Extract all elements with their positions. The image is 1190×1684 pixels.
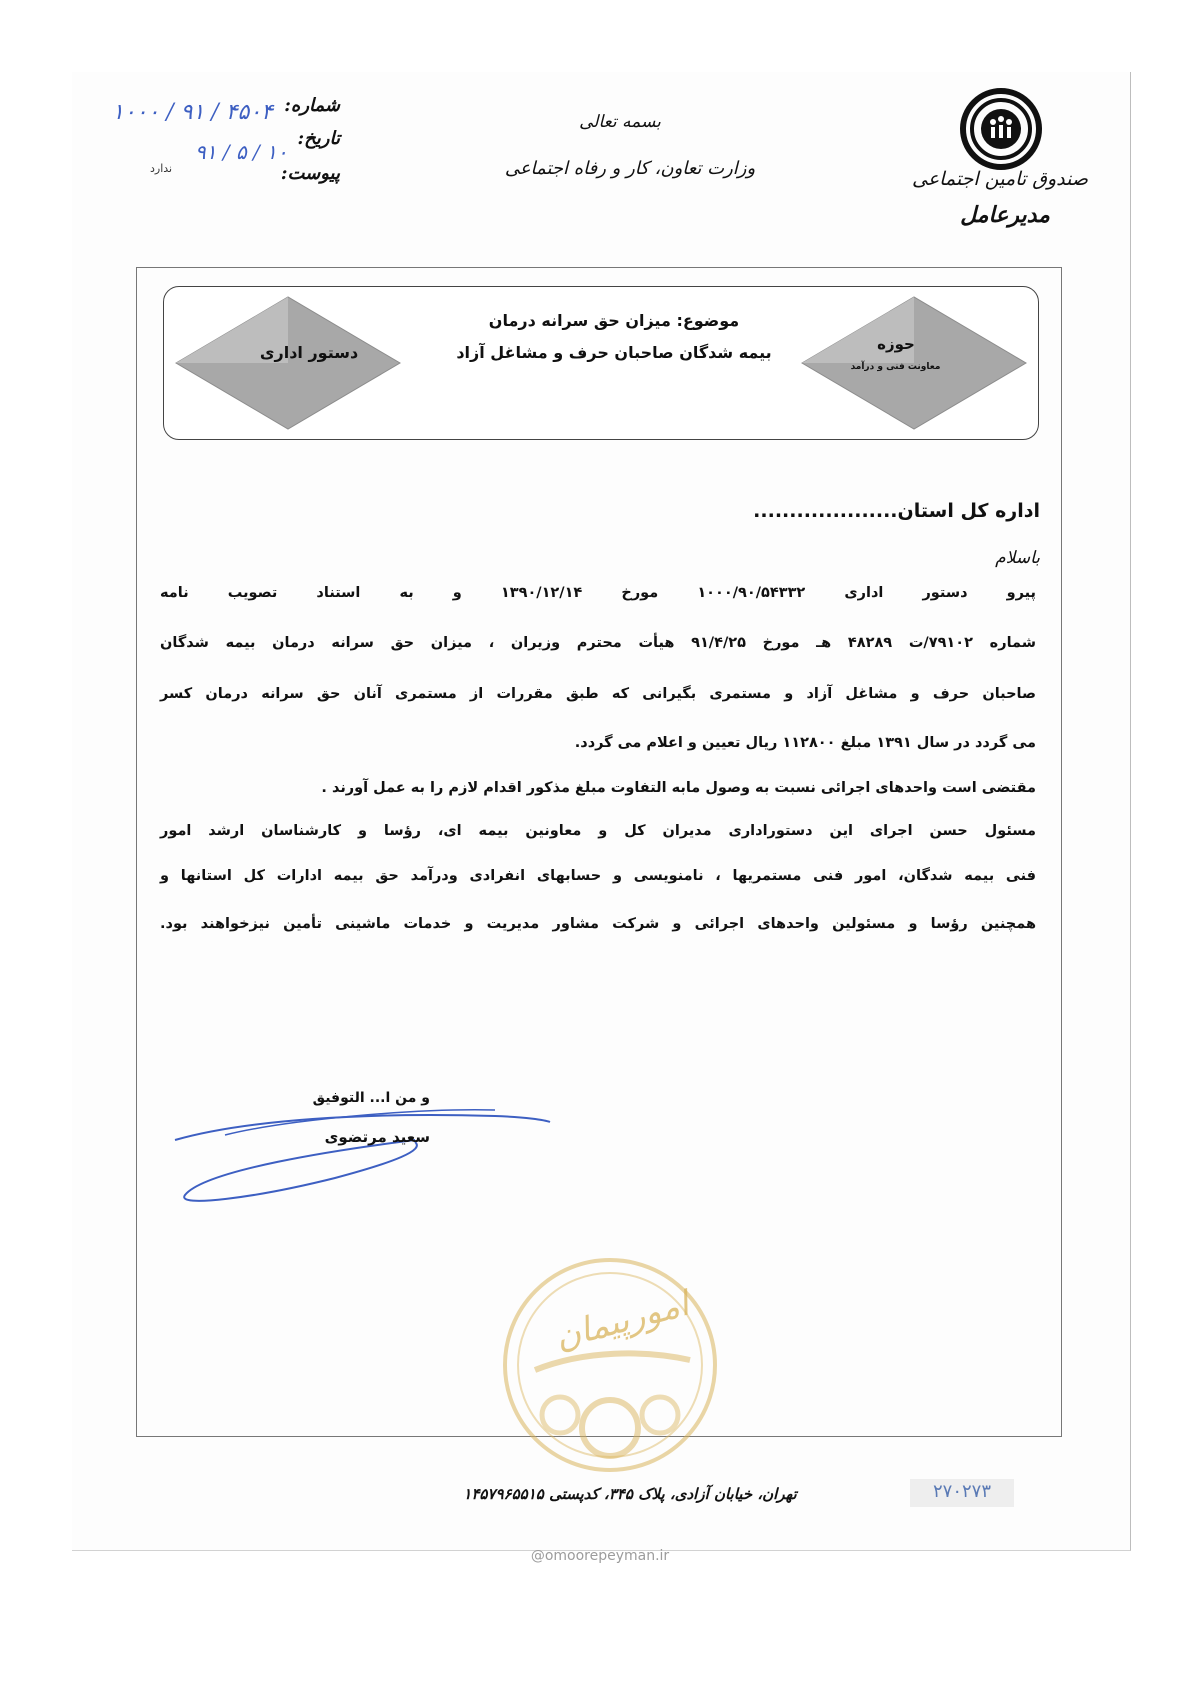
body-line: پیرو دستور اداری ۱۰۰۰/۹۰/۵۴۳۳۲ مورخ ۱۳۹۰/۱۲/۱۴ و به استناد تصویب نامه <box>160 585 1036 601</box>
social-security-logo-icon <box>960 88 1042 170</box>
signer-name: سعید مرتضوی <box>324 1128 430 1146</box>
number-label: شماره: <box>284 95 340 116</box>
attachment-label: پیوست: <box>280 163 340 184</box>
body-line: مقتضی است واحدهای اجرائی نسبت به وصول مابه التفاوت مبلغ مذکور اقدام لازم را به عمل آورند . <box>321 780 1036 796</box>
subject-line-2: بیمه شدگان صاحبان حرف و مشاغل آزاد <box>456 343 772 362</box>
closing-phrase: و من ا... التوفیق <box>312 1090 430 1106</box>
body-line: مسئول حسن اجرای این دستوراداری مدیران کل و معاونین بیمه ای، رؤسا و کارشناسان ارشد امور <box>160 823 1036 839</box>
body-line: فنی بیمه شدگان، امور فنی مستمریها ، نامنویسی و حسابهای انفرادی ودرآمد حق بیمه ادارات کل استانها و <box>160 868 1036 884</box>
letter-date-value: ۹۱ / ۵ / ۱۰ <box>195 140 288 164</box>
body-line: صاحبان حرف و مشاغل آزاد و مستمری بگیرانی که طبق مقررات از مستمری آنان حق سرانه درمان کسر <box>160 686 1036 702</box>
addressee: اداره کل استان.................... <box>753 500 1040 522</box>
date-label: تاریخ: <box>297 128 340 149</box>
body-line: می گردد در سال ۱۳۹۱ مبلغ ۱۱۲۸۰۰ ریال تعیین و اعلام می گردد. <box>574 735 1036 751</box>
document-code: ۲۷۰۲۷۳ <box>932 1481 991 1502</box>
doc-type-diamond <box>164 287 414 439</box>
basmala-heading: بسمه تعالی <box>579 112 661 132</box>
domain-subtitle: معاونت فنی و درآمد <box>850 362 941 372</box>
organization-name: صندوق تامین اجتماعی <box>912 168 1088 190</box>
letter-number-value: ۱۰۰۰ / ۹۱ / ۴۵۰۴ <box>112 100 273 125</box>
organization-role: مدیرعامل <box>960 202 1050 228</box>
salutation: باسلام <box>995 548 1040 568</box>
doc-type-label: دستور اداری <box>259 343 359 362</box>
ministry-name: وزارت تعاون، کار و رفاه اجتماعی <box>504 158 756 179</box>
seal-stamp-icon <box>495 1250 725 1480</box>
subject-box <box>163 286 1039 440</box>
body-line: همچنین رؤسا و مسئولین واحدهای اجرائی و شرکت مشاور مدیریت و خدمات ماشینی تأمین نیزخواهند بود. <box>160 916 1036 932</box>
subject-line-1: موضوع: میزان حق سرانه درمان <box>488 311 740 330</box>
stamp-text: امورپیمان <box>550 1283 693 1358</box>
footer-address: تهران، خیابان آزادی، پلاک ۳۴۵، کدپستی ۱۴۵۷۹۶۵۵۱۵ <box>463 1485 797 1503</box>
website-watermark: @omoorepeyman.ir <box>530 1548 670 1564</box>
domain-title: حوزه <box>877 335 915 353</box>
body-line: شماره ۷۹۱۰۲/ت ۴۸۲۸۹ هـ مورخ ۹۱/۴/۲۵ هیأت محترم وزیران ، میزان حق سرانه درمان بیمه شدگان <box>160 635 1036 651</box>
attachment-value: ندارد <box>150 162 173 175</box>
